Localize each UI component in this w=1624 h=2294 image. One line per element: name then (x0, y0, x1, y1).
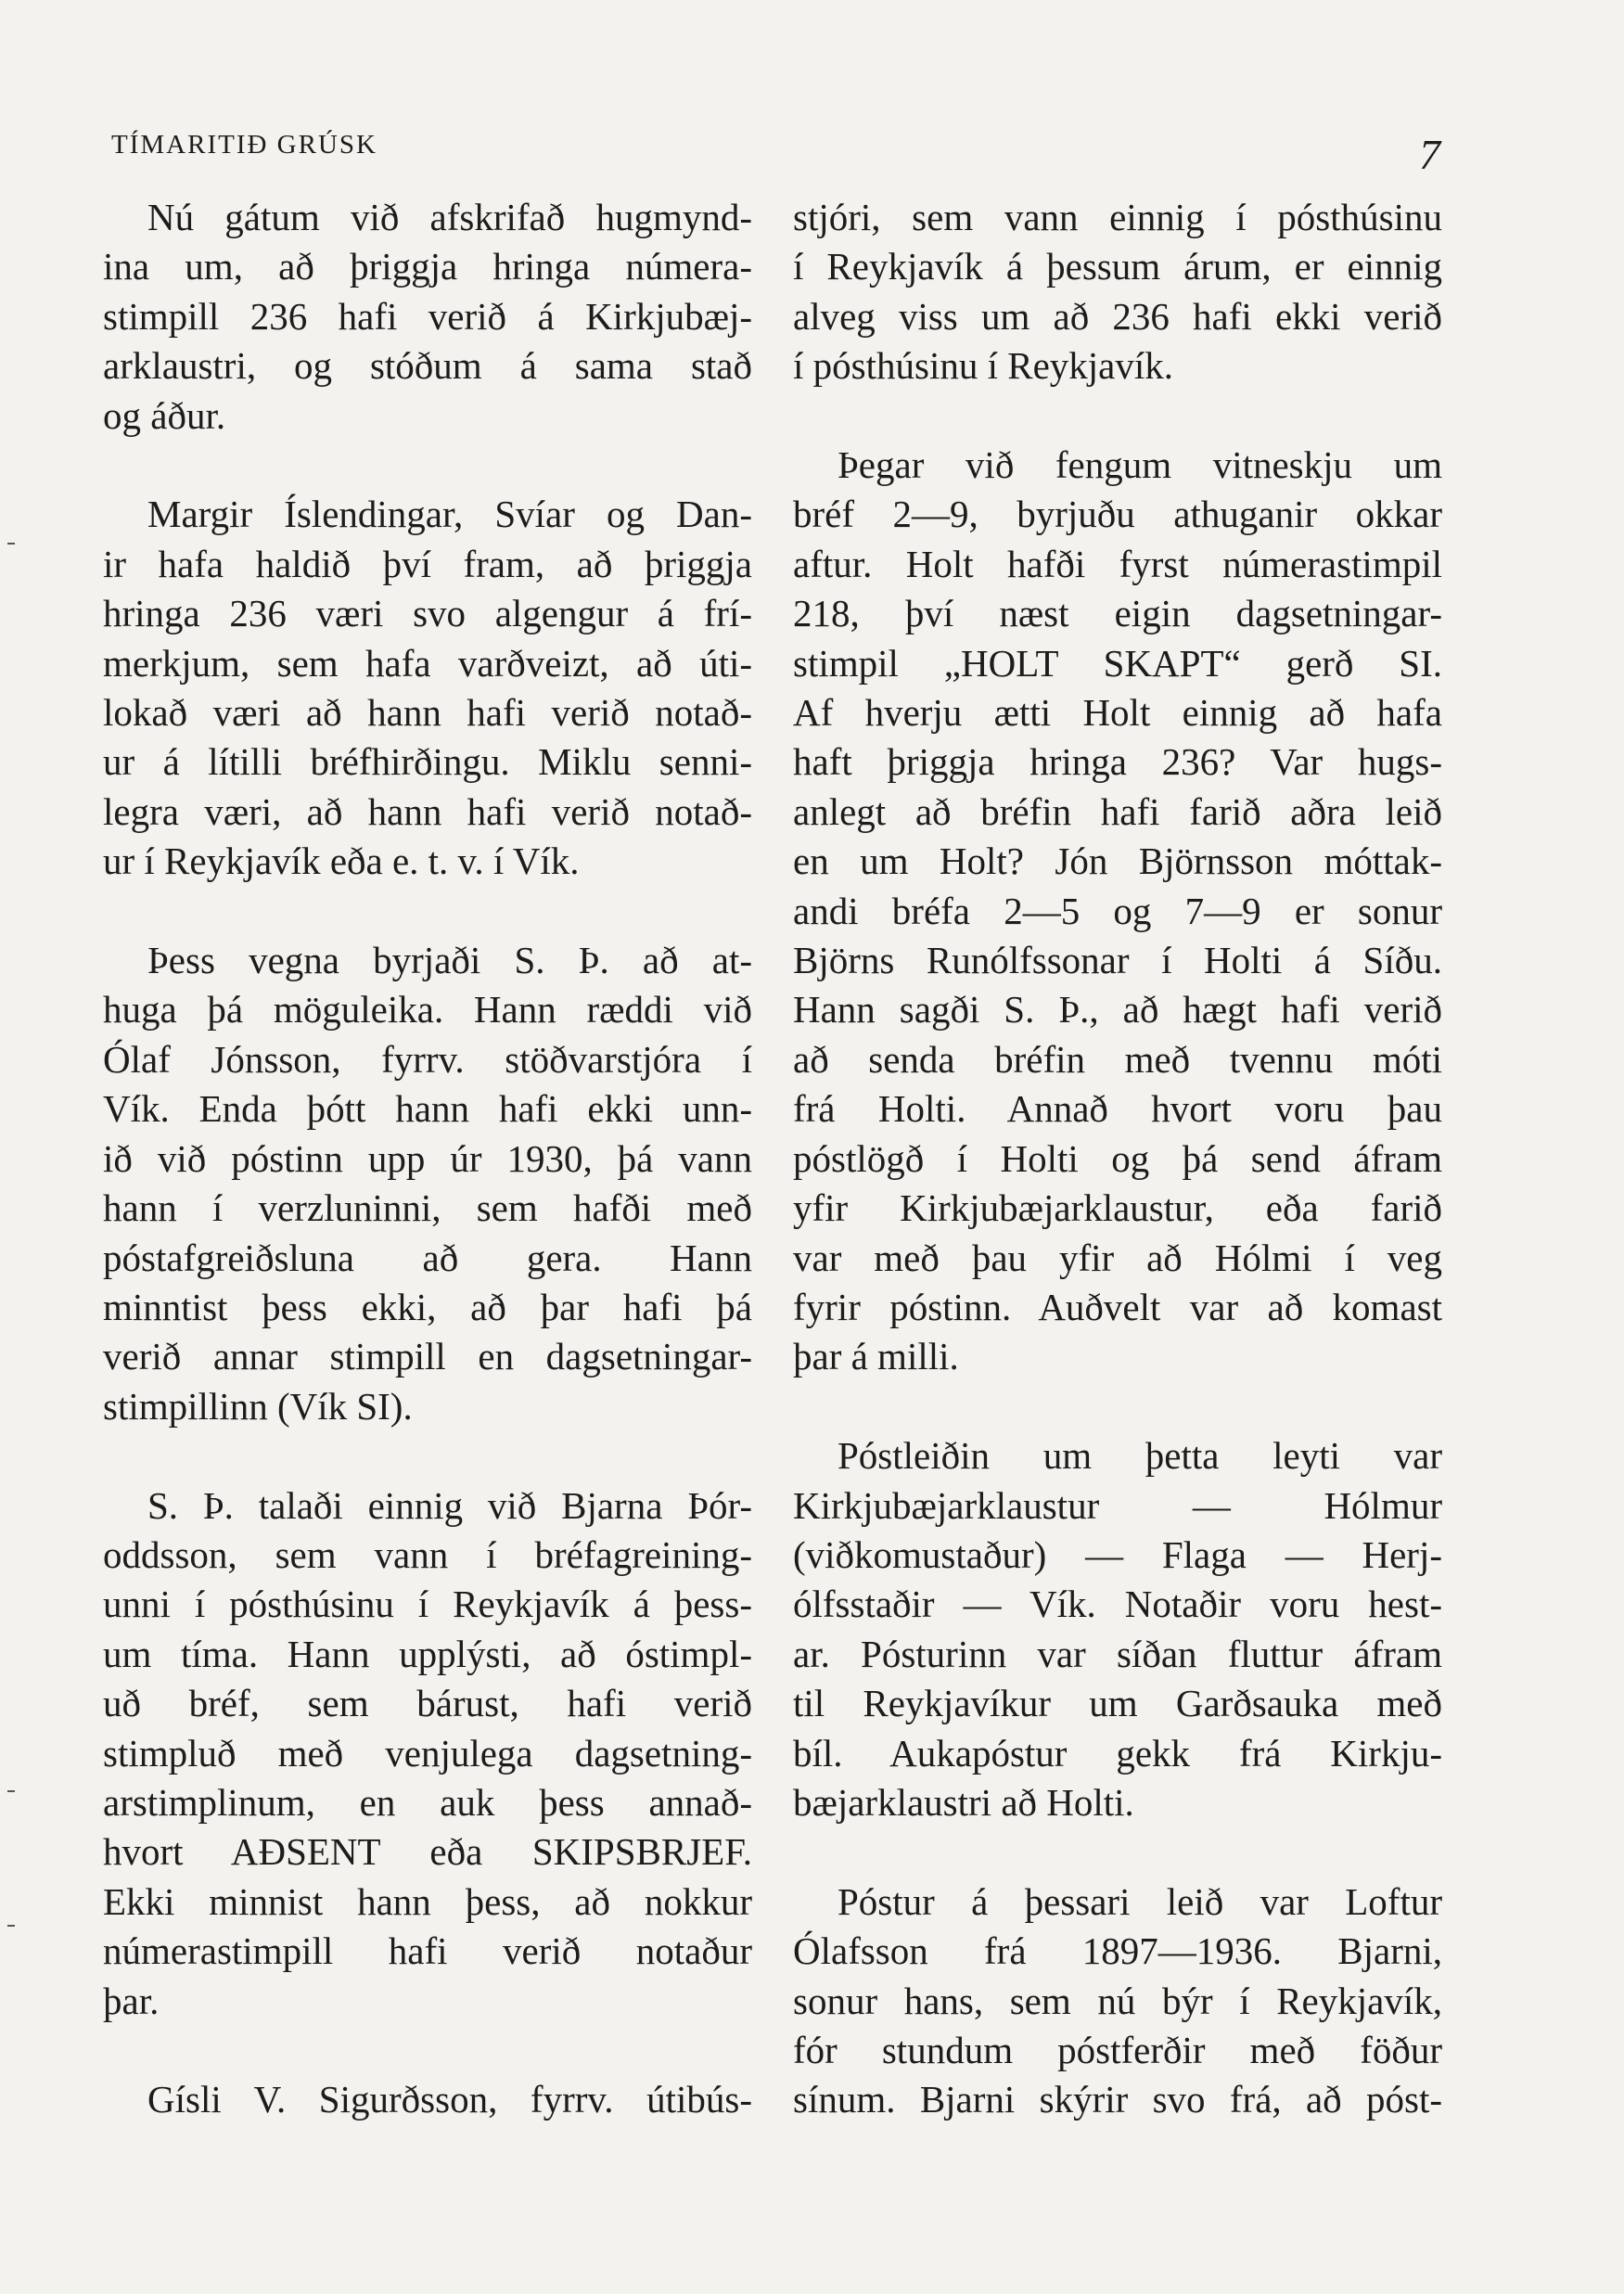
text-line: bíl. Aukapóstur gekk frá Kirkju- (793, 1731, 1442, 1775)
text-line: arstimplinum, en auk þess annað- (103, 1780, 752, 1824)
text-line: bæjarklaustri að Holti. (793, 1780, 1134, 1824)
text-line: þar. (103, 1979, 160, 2022)
text-line: Af hverju ætti Holt einnig að hafa (793, 691, 1442, 735)
text-line: hann í verzluninni, sem hafði með (103, 1186, 752, 1230)
text-line: en um Holt? Jón Björnsson móttak- (793, 839, 1442, 883)
text-line: alveg viss um að 236 hafi ekki verið (793, 294, 1442, 338)
paragraph (793, 441, 1442, 1382)
text-line: Gísli V. Sigurðsson, fyrrv. útibús- (147, 2078, 752, 2121)
text-line: 218, því næst eigin dagsetningar- (793, 592, 1442, 635)
paragraph (103, 193, 752, 441)
text-line: fyrir póstinn. Auðvelt var að komast (793, 1285, 1442, 1328)
text-line: hvort AÐSENT eða SKIPSBRJEF. (103, 1830, 752, 1874)
scan-margin-mark (7, 543, 15, 545)
text-line: bréf 2—9, byrjuðu athuganir okkar (793, 493, 1442, 536)
text-line: stjóri, sem vann einnig í pósthúsinu (793, 196, 1442, 238)
text-line: oddsson, sem vann í bréfagreining- (103, 1532, 752, 1576)
text-line: stimpillinn (Vík SI). (103, 1384, 413, 1428)
paragraph-gap (103, 2026, 752, 2075)
text-line: anlegt að bréfin hafi farið aðra leið (793, 789, 1442, 833)
text-line: fór stundum póstferðir með föður (793, 2028, 1442, 2071)
text-line: Ólaf Jónsson, fyrrv. stöðvarstjóra í (103, 1037, 752, 1081)
text-line: stimpill 236 hafi verið á Kirkjubæj- (103, 294, 752, 338)
text-line: var með þau yfir að Hólmi í veg (793, 1236, 1442, 1279)
text-line: hringa 236 væri svo algengur á frí- (103, 592, 752, 635)
text-line: minntist þess ekki, að þar hafi þá (103, 1285, 752, 1328)
paragraph (103, 1481, 752, 2026)
scan-margin-mark (7, 1925, 15, 1927)
right-column (793, 193, 1442, 2125)
text-line: Póstleiðin um þetta leyti var (838, 1434, 1442, 1478)
text-line: legra væri, að hann hafi verið notað- (103, 789, 752, 833)
text-line: í Reykjavík á þessum árum, er einnig (793, 245, 1442, 288)
left-column (103, 193, 752, 2125)
text-line: Björns Runólfssonar í Holti á Síðu. (793, 939, 1442, 982)
text-line: andi bréfa 2—5 og 7—9 er sonur (793, 889, 1442, 932)
page-number: 7 (1419, 131, 1440, 178)
text-line: aftur. Holt hafði fyrst númerastimpil (793, 542, 1442, 585)
text-line: um tíma. Hann upplýsti, að óstimpl- (103, 1632, 752, 1675)
text-line: arklaustri, og stóðum á sama stað (103, 344, 752, 388)
text-line: Nú gátum við afskrifað hugmynd- (147, 196, 752, 238)
text-line: Hann sagði S. Þ., að hægt hafi verið (793, 988, 1442, 1032)
text-line: Þegar við fengum vitneskju um (838, 443, 1442, 487)
paragraph-gap (793, 391, 1442, 441)
text-line: ur á lítilli bréfhirðingu. Miklu senni- (103, 740, 752, 784)
paragraph (103, 490, 752, 886)
text-line: og áður. (103, 393, 226, 437)
text-line: merkjum, sem hafa varðveizt, að úti- (103, 641, 752, 685)
text-line: sonur hans, sem nú býr í Reykjavík, (793, 1979, 1442, 2022)
scan-margin-mark (7, 1790, 15, 1792)
text-line: póstlögð í Holti og þá send áfram (793, 1136, 1442, 1180)
text-line: Kirkjubæjarklaustur — Hólmur (793, 1483, 1442, 1527)
text-line: ina um, að þriggja hringa númera- (103, 245, 752, 288)
paragraph (103, 2075, 752, 2124)
text-line: frá Holti. Annað hvort voru þau (793, 1087, 1442, 1131)
paragraph (793, 193, 1442, 391)
text-line: að senda bréfin með tvennu móti (793, 1037, 1442, 1081)
text-line: stimpil „HOLT SKAPT“ gerð SI. (793, 641, 1442, 685)
text-line: ólfsstaðir — Vík. Notaðir voru hest- (793, 1583, 1442, 1626)
paragraph (793, 1431, 1442, 1827)
text-line: stimpluð með venjulega dagsetning- (103, 1731, 752, 1775)
paragraph-gap (103, 1431, 752, 1480)
text-line: þar á milli. (793, 1335, 959, 1378)
text-line: haft þriggja hringa 236? Var hugs- (793, 740, 1442, 784)
paragraph-gap (793, 1827, 1442, 1877)
text-line: Margir Íslendingar, Svíar og Dan- (147, 493, 752, 536)
text-line: Póstur á þessari leið var Loftur (838, 1879, 1442, 1923)
text-line: unni í pósthúsinu í Reykjavík á þess- (103, 1583, 752, 1626)
text-line: ir hafa haldið því fram, að þriggja (103, 542, 752, 585)
text-line: verið annar stimpill en dagsetningar- (103, 1335, 752, 1378)
text-line: Ekki minnist hann þess, að nokkur (103, 1879, 752, 1923)
text-line: Ólafsson frá 1897—1936. Bjarni, (793, 1929, 1442, 1973)
paragraph (793, 1877, 1442, 2125)
running-head: TÍMARITIÐ GRÚSK (111, 130, 377, 160)
text-line: póstafgreiðsluna að gera. Hann (103, 1236, 752, 1279)
text-line: sínum. Bjarni skýrir svo frá, að póst- (793, 2078, 1442, 2121)
text-line: í pósthúsinu í Reykjavík. (793, 344, 1173, 388)
text-line: (viðkomustaður) — Flaga — Herj- (793, 1532, 1442, 1576)
text-line: ið við póstinn upp úr 1930, þá vann (103, 1136, 752, 1180)
paragraph-gap (103, 441, 752, 490)
text-line: uð bréf, sem bárust, hafi verið (103, 1682, 752, 1725)
text-line: lokað væri að hann hafi verið notað- (103, 691, 752, 735)
text-line: til Reykjavíkur um Garðsauka með (793, 1682, 1442, 1725)
text-line: ar. Pósturinn var síðan fluttur áfram (793, 1632, 1442, 1675)
text-line: huga þá möguleika. Hann ræddi við (103, 988, 752, 1032)
text-line: ur í Reykjavík eða e. t. v. í Vík. (103, 839, 580, 883)
text-line: yfir Kirkjubæjarklaustur, eða farið (793, 1186, 1442, 1230)
paragraph (103, 936, 752, 1431)
text-line: S. Þ. talaði einnig við Bjarna Þór- (147, 1483, 752, 1527)
text-line: Þess vegna byrjaði S. Þ. að at- (147, 939, 752, 982)
paragraph-gap (793, 1382, 1442, 1431)
paragraph-gap (103, 887, 752, 936)
text-line: númerastimpill hafi verið notaður (103, 1929, 752, 1973)
text-line: Vík. Enda þótt hann hafi ekki unn- (103, 1087, 752, 1131)
